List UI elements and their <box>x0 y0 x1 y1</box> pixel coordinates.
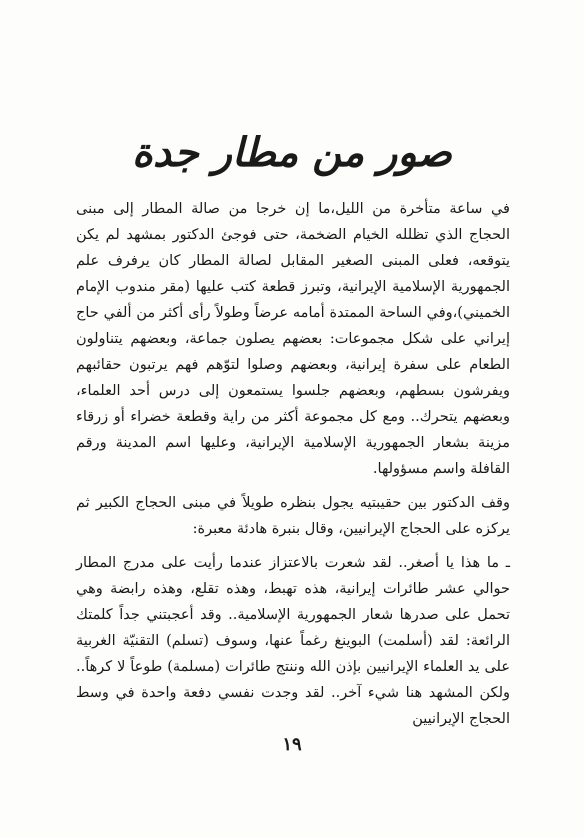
paragraph: ـ ما هذا يا أصغر.. لقد شعرت بالاعتزاز عندما رأيت على مدرج المطار حوالي عشر طائرات إيرانية، هذه تهبط، وهذه تقلع، وهذه رابضة وهي تحمل على صدرها شعار الجمهورية الإسلامية.. وقد أعجبتني جداً كلمتك الرائعة: لقد (أسلمت) البوينغ رغماً عنها، وسوف (تسلم) التقنيّة الغربية على يد العلماء الإيرانيين بإذن الله وننتج طائرات (مسلمة) طوعاً لا كرهاً.. ولكن المشهد هنا شيء آخر.. لقد وجدت نفسي دفعة واحدة في وسط الحجاج الإيرانيين <box>76 555 510 727</box>
paragraph: في ساعة متأخرة من الليل،ما إن خرجا من صالة المطار إلى مبنى الحجاج الذي تظلله الخيام الضخمة، حتى فوجئ الدكتور بمشهد لم يكن يتوقعه، فعلى المبنى الصغير المقابل لصالة المطار كان يرفرف علم الجمهورية الإسلامية الإيرانية، وتبرز قطعة كتب عليها (مقر مندوب الإمام الخميني)،وفي الساحة الممتدة أمامه عرضاً وطولاً رأى أكثر من ألفي حاج إيراني على شكل مجموعات: بعضهم يصلون جماعة، وبعضهم يتناولون الطعام على سفرة إيرانية، وبعضهم وصلوا لتوّهم فهم يرتبون حقائبهم ويفرشون بسطهم، وبعضهم جلسوا يستمعون إلى درس أحد العلماء، وبعضهم يتحرك.. ومع كل مجموعة أكثر من راية وقطعة خضراء أو زرقاء مزينة بشعار الجمهورية الإسلامية الإيرانية، وعليها اسم المدينة ورقم القافلة واسم مسؤولها. <box>76 201 510 477</box>
chapter-title: صور من مطار جدة <box>131 129 453 176</box>
page-number: ١٩ <box>282 734 302 755</box>
paragraph: وقف الدكتور بين حقيبتيه يجول بنظره طويلاً في مبنى الحجاج الكبير ثم يركزه على الحجاج الإيرانيين، وقال بنبرة هادئة معبرة: <box>76 495 510 537</box>
body-text <box>76 196 510 732</box>
